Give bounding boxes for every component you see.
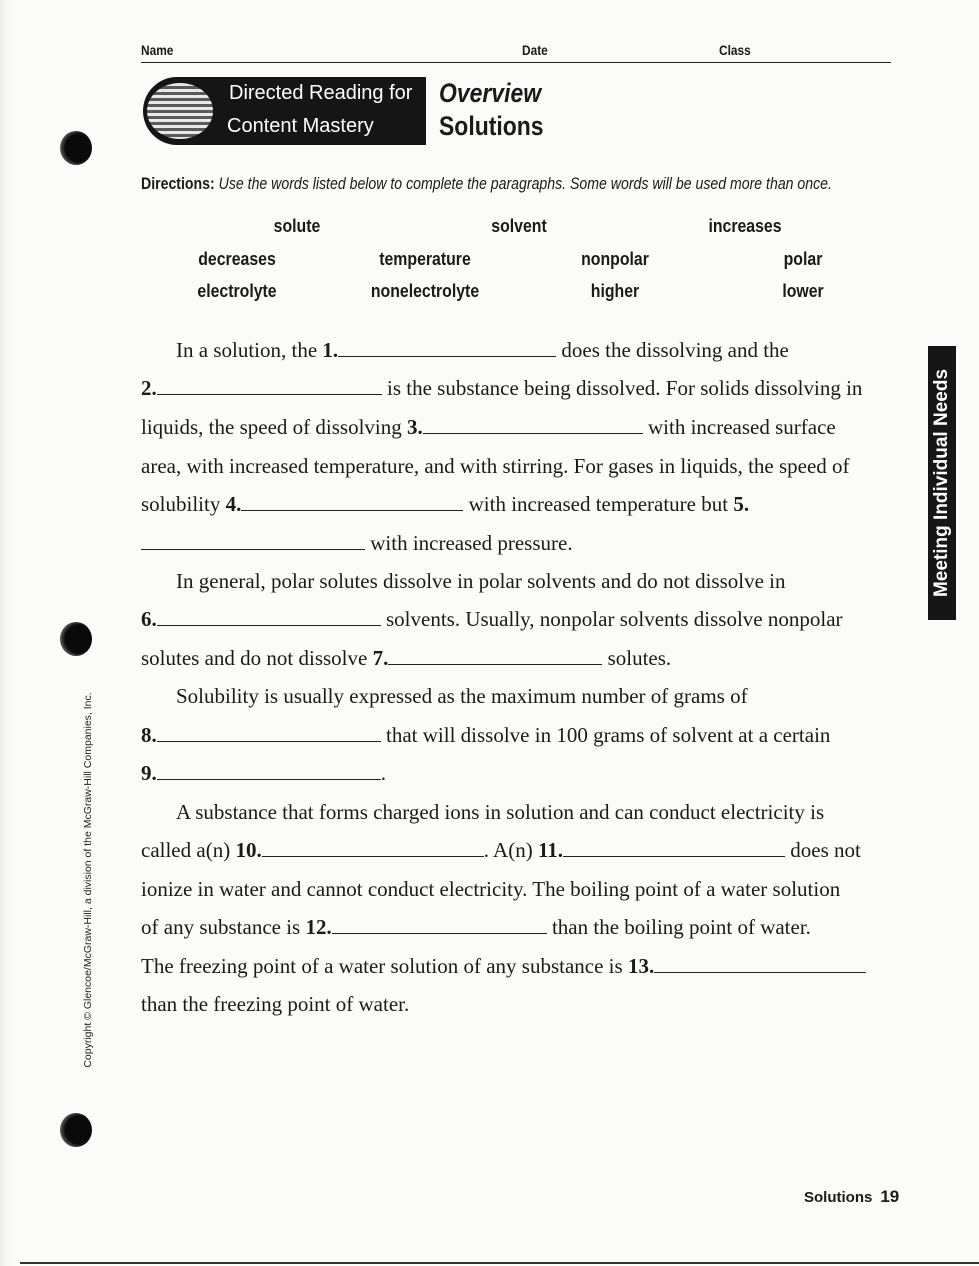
answer-blank-4[interactable] (241, 492, 463, 511)
directions (141, 174, 832, 194)
title-solutions: Solutions (439, 111, 544, 141)
text: A substance that forms charged ions in solution and can conduct electricity is (176, 800, 825, 824)
blank-number-11: 11. (537, 838, 564, 862)
word-solvent: solvent (491, 216, 547, 236)
word-solute: solute (273, 216, 321, 236)
text: liquids, the speed of dissolving (141, 415, 407, 439)
word-decreases: decreases (198, 249, 276, 269)
blank-number-2: 2. (141, 376, 157, 400)
word-temperature: temperature (379, 249, 471, 269)
text: with increased pressure. (365, 531, 573, 555)
name-date-class-line (141, 42, 891, 63)
answer-blank-3[interactable] (423, 415, 643, 434)
side-tab-label: Meeting Individual Needs (931, 368, 952, 598)
answer-blank-10[interactable] (262, 838, 484, 857)
answer-blank-13[interactable] (654, 954, 866, 973)
directions-label: Directions: (141, 174, 215, 193)
page-footer (804, 1187, 899, 1207)
page-number: 19 (880, 1187, 900, 1206)
text: called a(n) (141, 838, 236, 862)
binder-hole-icon (60, 1113, 92, 1147)
paragraph-line (176, 684, 748, 708)
blank-number-4: 4. (225, 492, 242, 516)
blank-number-9: 9. (141, 761, 157, 785)
paragraph-line (141, 454, 850, 478)
blank-number-10: 10. (235, 838, 262, 862)
copyright-text: Copyright © Glencoe/McGraw-Hill, a division of the McGraw-Hill Companies, Inc. (82, 692, 94, 1068)
paragraph-line (141, 531, 573, 555)
text: In general, polar solutes dissolve in polar solvents and do not dissolve in (176, 569, 786, 593)
paragraph-line (141, 877, 840, 901)
text: Solubility is usually expressed as the maximum number of grams of (176, 684, 748, 708)
answer-blank-1[interactable] (338, 338, 556, 357)
text: . (380, 761, 386, 785)
word-nonpolar: nonpolar (581, 249, 649, 269)
text: does the dissolving and the (556, 338, 789, 362)
word-polar: polar (783, 249, 823, 269)
blank-number-8: 8. (141, 723, 157, 747)
text: of any substance is (141, 915, 306, 939)
text: than the freezing point of water. (141, 992, 410, 1016)
paragraph-line (141, 954, 866, 978)
directions-text: Use the words listed below to complete the paragraphs. Some words will be used more than once. (218, 174, 832, 193)
binder-hole-icon (60, 131, 92, 165)
text: than the boiling point of water. (546, 915, 811, 939)
text: solubility (141, 492, 226, 516)
blank-number-12: 12. (305, 915, 332, 939)
word-higher: higher (590, 281, 640, 301)
blank-number-13: 13. (627, 954, 655, 978)
paragraph-line (141, 376, 862, 400)
banner-line2: Content Mastery (227, 115, 374, 137)
paragraph-line (176, 569, 786, 593)
text: area, with increased temperature, and with stirring. For gases in liquids, the speed of (141, 454, 850, 478)
text: . A(n) (483, 838, 538, 862)
text: does not (785, 838, 861, 862)
answer-blank-2[interactable] (157, 376, 382, 395)
blank-number-5: 5. (733, 492, 750, 516)
striped-disc-icon (147, 83, 213, 139)
date-label: Date (522, 42, 548, 58)
binder-hole-icon (60, 622, 92, 656)
banner-line1: Directed Reading for (229, 82, 413, 104)
directed-reading-banner (143, 77, 426, 145)
answer-blank-8[interactable] (157, 723, 381, 742)
answer-blank-6[interactable] (157, 607, 381, 626)
answer-blank-5[interactable] (141, 531, 365, 550)
word-increases: increases (708, 216, 782, 236)
answer-blank-11[interactable] (563, 838, 785, 857)
text: solutes. (602, 646, 672, 670)
blank-number-3: 3. (407, 415, 423, 439)
blank-number-7: 7. (372, 646, 389, 670)
text: solvents. Usually, nonpolar solvents dissolve nonpolar (380, 607, 843, 631)
word-electrolyte: electrolyte (197, 281, 277, 301)
text: with increased temperature but (463, 492, 734, 516)
answer-blank-7[interactable] (388, 646, 602, 665)
bottom-edge-line (20, 1262, 979, 1264)
paragraph-line (141, 492, 749, 516)
text: The freezing point of a water solution of any substance is (141, 954, 628, 978)
text: ionize in water and cannot conduct electricity. The boiling point of a water solution (141, 877, 841, 901)
blank-number-1: 1. (322, 338, 339, 362)
text: solutes and do not dissolve (141, 646, 373, 670)
class-label: Class (719, 42, 751, 58)
paragraph-line (176, 338, 789, 362)
text: that will dissolve in 100 grams of solvent at a certain (380, 723, 831, 747)
paragraph-line (141, 607, 843, 631)
paragraph-line (176, 800, 824, 824)
paragraph-line (141, 761, 386, 785)
answer-blank-9[interactable] (157, 761, 381, 780)
paragraph-line (141, 415, 836, 439)
word-nonelectrolyte: nonelectrolyte (370, 281, 480, 301)
paragraph-line (141, 723, 830, 747)
meeting-individual-needs-tab (928, 346, 956, 620)
paragraph-line (141, 992, 409, 1016)
blank-number-6: 6. (141, 607, 157, 631)
footer-label: Solutions (804, 1189, 873, 1206)
paragraph-line (141, 838, 861, 862)
text: is the substance being dissolved. For solids dissolving in (381, 376, 863, 400)
paragraph-line (141, 915, 811, 939)
text: In a solution, the (176, 338, 323, 362)
name-label: Name (141, 42, 174, 58)
title-overview: Overview (439, 78, 542, 108)
text: with increased surface (642, 415, 836, 439)
word-lower: lower (782, 281, 824, 301)
paragraph-line (141, 646, 671, 670)
answer-blank-12[interactable] (332, 915, 547, 934)
page-edge (0, 0, 10, 1266)
